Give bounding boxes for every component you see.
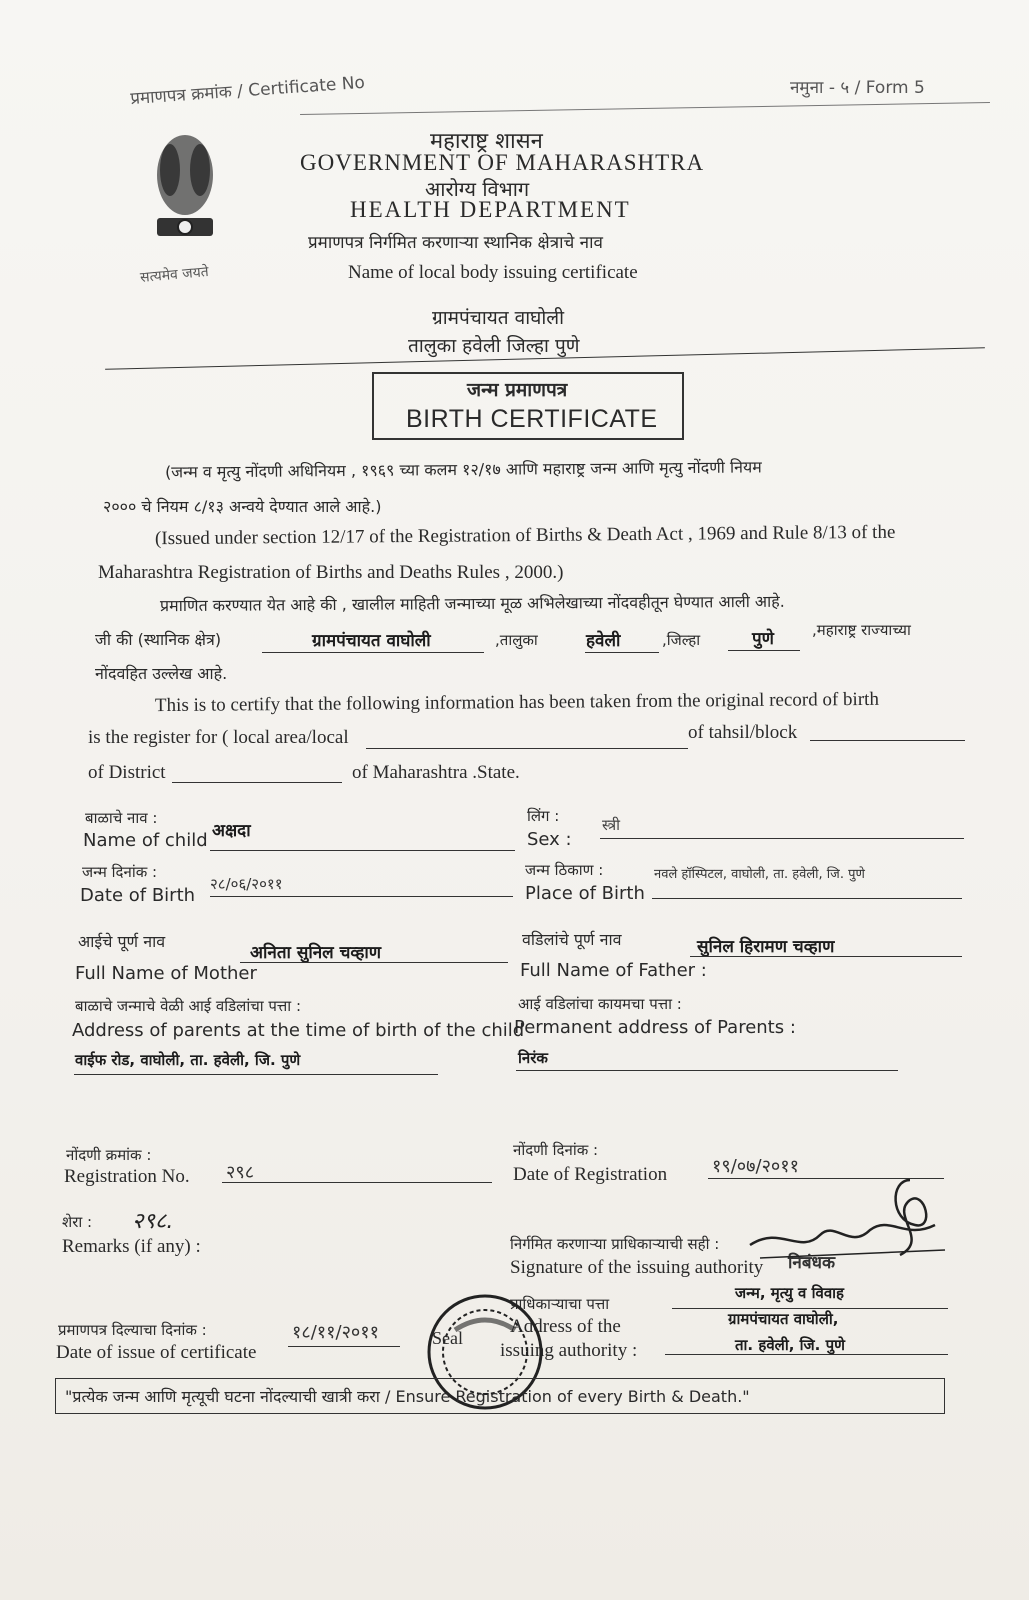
mother-name-value: अनिता सुनिल चव्हाण bbox=[250, 943, 382, 963]
issued-en-line2: Maharashtra Registration of Births and Deaths Rules , 2000.) bbox=[98, 562, 564, 583]
taluka-value: हवेली bbox=[586, 631, 621, 651]
certify-en-line3b: of Maharashtra .State. bbox=[352, 762, 520, 783]
remarks-label-en: Remarks (if any) : bbox=[62, 1236, 201, 1257]
address-perm-value: निरंक bbox=[518, 1049, 548, 1067]
auth-title: निबंधक bbox=[788, 1253, 836, 1273]
child-name-label-mr: बाळाचे नाव : bbox=[85, 809, 158, 827]
local-body-name: ग्रामपंचायत वाघोली bbox=[432, 307, 565, 329]
taluka-underline bbox=[585, 652, 659, 653]
certify-en-line3a: of District bbox=[88, 762, 166, 783]
issued-mr-line2: २००० चे नियम ८/१३ अन्वये देण्यात आले आहे.) bbox=[103, 497, 382, 516]
mother-label-mr: आईचे पूर्ण नाव bbox=[78, 932, 166, 951]
mother-underline bbox=[240, 962, 508, 963]
issue-date-label-mr: प्रमाणपत्र दिल्याचा दिनांक : bbox=[58, 1321, 207, 1339]
auth-stamp-line1: जन्म, मृत्यु व विवाह bbox=[735, 1284, 845, 1302]
father-label-en: Full Name of Father : bbox=[520, 960, 707, 981]
auth-sig-label-en: Signature of the issuing authority bbox=[510, 1257, 764, 1278]
reg-no-value: २९८ bbox=[226, 1162, 255, 1183]
reg-date-label-en: Date of Registration bbox=[513, 1164, 668, 1185]
dob-label-en: Date of Birth bbox=[80, 885, 196, 906]
address-birth-value: वाईफ रोड, वाघोली, ता. हवेली, जि. पुणे bbox=[75, 1051, 301, 1069]
tahsil-underline bbox=[810, 740, 965, 741]
pob-label-mr: जन्म ठिकाण : bbox=[525, 861, 604, 879]
dob-underline bbox=[210, 896, 513, 897]
address-perm-label-en: Permanent address of Parents : bbox=[514, 1017, 796, 1038]
certify-mr-line1: प्रमाणित करण्यात येत आहे की , खालील माहिती जन्माच्या मूळ अभिलेखाच्या नोंदवहीतून घेण्यात आली आहे. bbox=[159, 591, 785, 616]
reg-date-label-mr: नोंदणी दिनांक : bbox=[513, 1141, 599, 1159]
dept-marathi: आरोग्य विभाग bbox=[425, 177, 530, 201]
reg-no-label-mr: नोंदणी क्रमांक : bbox=[66, 1146, 152, 1164]
auth-address-underline1 bbox=[672, 1308, 948, 1309]
certificate-no-label: प्रमाणपत्र क्रमांक / Certificate No bbox=[129, 72, 366, 110]
dept-english: HEALTH DEPARTMENT bbox=[350, 197, 631, 222]
sex-label-en: Sex : bbox=[527, 829, 572, 850]
local-area-underline bbox=[262, 652, 484, 653]
header-rule bbox=[300, 102, 990, 115]
issued-mr-line1: (जन्म व मृत्यु नोंदणी अधिनियम , १९६९ च्या कलम १२/१७ आणि महाराष्ट्र जन्म आणि मृत्यु नोंदणी नियम bbox=[164, 457, 762, 482]
state-suffix: ,महाराष्ट्र राज्याच्या bbox=[812, 621, 911, 639]
sex-label-mr: लिंग : bbox=[527, 807, 560, 825]
certify-mr-line3: नोंदवहित उल्लेख आहे. bbox=[95, 664, 228, 683]
taluka-label: ,तालुका bbox=[495, 631, 538, 649]
local-body-label-mr: प्रमाणपत्र निर्गमित करणाऱ्या स्थानिक क्षेत्राचे नाव bbox=[308, 233, 603, 253]
form-label: नमुना - ५ / Form 5 bbox=[790, 78, 925, 98]
auth-address-label-en2: issuing authority : bbox=[500, 1340, 638, 1361]
father-label-mr: वडिलांचे पूर्ण नाव bbox=[522, 930, 622, 949]
certify-en-line2a: is the register for ( local area/local bbox=[88, 727, 349, 748]
child-name-label-en: Name of child bbox=[83, 830, 208, 851]
sex-value: स्त्री bbox=[602, 816, 621, 834]
address-perm-label-mr: आई वडिलांचा कायमचा पत्ता : bbox=[518, 995, 682, 1013]
auth-address-underline2 bbox=[665, 1354, 948, 1355]
sex-underline bbox=[600, 838, 964, 839]
auth-stamp-line2: ग्रामपंचायत वाघोली, bbox=[728, 1310, 839, 1328]
reg-date-value: १९/०७/२०११ bbox=[712, 1156, 800, 1177]
issue-date-label-en: Date of issue of certificate bbox=[56, 1342, 257, 1363]
auth-address-label-en1: Address of the bbox=[510, 1316, 621, 1337]
emblem-motto: सत्यमेव जयते bbox=[139, 264, 210, 286]
child-name-value: अक्षदा bbox=[212, 821, 251, 841]
father-underline bbox=[690, 956, 962, 957]
mother-label-en: Full Name of Mother bbox=[75, 963, 257, 984]
auth-address-label-mr: प्राधिकाऱ्याचा पत्ता bbox=[510, 1295, 610, 1313]
address-birth-label-en: Address of parents at the time of birth of the child bbox=[72, 1020, 525, 1041]
certify-en-line2b: of tahsil/block bbox=[688, 722, 798, 743]
remarks-label-mr: शेरा : bbox=[62, 1213, 93, 1231]
father-name-value: सुनिल हिरामण चव्हाण bbox=[697, 937, 835, 957]
seal-label: Seal bbox=[432, 1328, 463, 1348]
child-name-underline bbox=[210, 850, 515, 851]
address-birth-label-mr: बाळाचे जन्माचे वेळी आई वडिलांचा पत्ता : bbox=[75, 997, 302, 1015]
signature-icon bbox=[740, 1170, 960, 1270]
issued-en-line1: (Issued under section 12/17 of the Registration of Births & Death Act , 1969 and Rule 8/13 of the bbox=[154, 521, 896, 550]
issue-date-value: १८/११/२०११ bbox=[292, 1322, 380, 1343]
footer-slogan: "प्रत्येक जन्म आणि मृत्यूची घटना नोंदल्याची खात्री करा / Ensure Registration of every Birth & Death." bbox=[65, 1387, 750, 1406]
gov-marathi: महाराष्ट्र शासन bbox=[430, 129, 543, 154]
remarks-value: २९८. bbox=[132, 1209, 174, 1234]
ashoka-emblem-icon bbox=[145, 130, 225, 265]
address-birth-underline bbox=[74, 1074, 438, 1075]
auth-sig-label-mr: निर्गमित करणाऱ्या प्राधिकाऱ्याची सही : bbox=[510, 1235, 720, 1253]
district-value: पुणे bbox=[752, 629, 774, 649]
issue-date-underline bbox=[288, 1346, 400, 1347]
gov-english: GOVERNMENT OF MAHARASHTRA bbox=[300, 150, 705, 175]
district-underline bbox=[728, 650, 800, 651]
pob-underline bbox=[652, 898, 962, 899]
district-label: ,जिल्हा bbox=[662, 631, 701, 649]
auth-stamp-line3: ता. हवेली, जि. पुणे bbox=[735, 1336, 845, 1354]
local-body-location: तालुका हवेली जिल्हा पुणे bbox=[408, 335, 580, 357]
pob-value: नवले हॉस्पिटल, वाघोली, ता. हवेली, जि. पुणे bbox=[654, 867, 865, 882]
dob-value: २८/०६/२०११ bbox=[210, 875, 283, 893]
pob-label-en: Place of Birth bbox=[525, 883, 645, 904]
certify-en-line1: This is to certify that the following information has been taken from the original record of birth bbox=[154, 688, 879, 717]
dob-label-mr: जन्म दिनांक : bbox=[82, 863, 158, 881]
local-area-value: ग्रामपंचायत वाघोली bbox=[312, 631, 431, 651]
certify-mr-prefix: जी की (स्थानिक क्षेत्र) bbox=[95, 630, 222, 649]
local-body-label-en: Name of local body issuing certificate bbox=[348, 262, 638, 283]
local-area-en-underline bbox=[366, 748, 688, 749]
title-marathi: जन्म प्रमाणपत्र bbox=[467, 379, 568, 401]
address-perm-underline bbox=[516, 1070, 898, 1071]
district-en-underline bbox=[172, 782, 342, 783]
title-english: BIRTH CERTIFICATE bbox=[406, 405, 658, 433]
reg-no-label-en: Registration No. bbox=[64, 1166, 190, 1187]
reg-no-underline bbox=[222, 1182, 492, 1183]
